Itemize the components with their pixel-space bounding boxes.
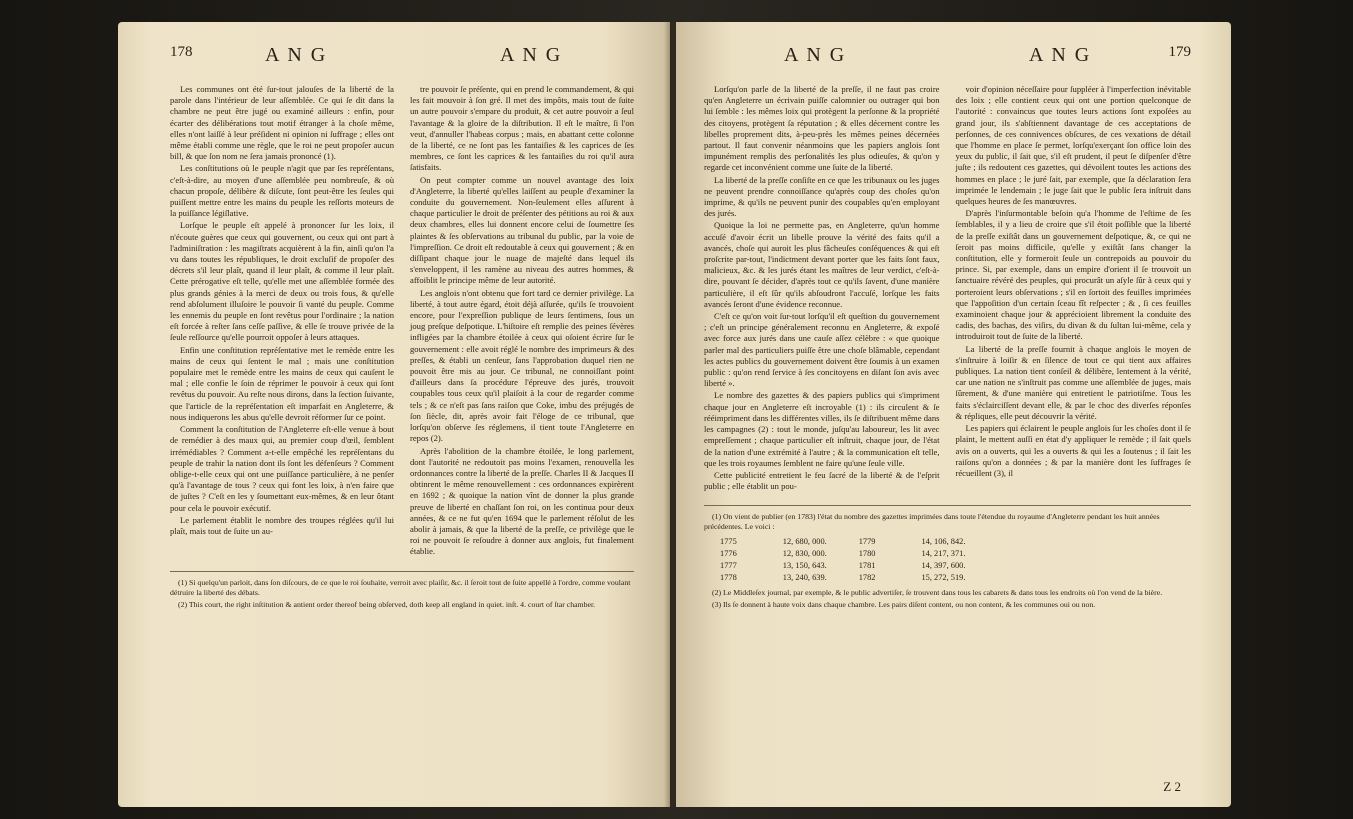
running-head: A N G xyxy=(784,44,847,66)
table-cell-count: 14, 217, 371. xyxy=(921,549,966,559)
table-cell-year: 1776 xyxy=(720,549,737,559)
paragraph: Les conſtitutions où le peuple n'agit que par ſes repréſentans, c'eſt-à-dire, au moyen d'une aſſemblée peu nombreuſe, & où chacun propoſe, délibère & diſcute, ſont peut-être les ſeules qui puiſſent mettre entre les mains du peuple les reſſorts moteurs de la puiſſance légiſlative. xyxy=(170,163,394,219)
table-cell-count: 14, 397, 600. xyxy=(921,561,966,571)
footnote: (2) This court, the right inſtitution & antient order thereof being obſerved, doth keep all england in quiet. inſt. 4. court of ſtar chamber. xyxy=(178,599,596,609)
table-cell-year: 1778 xyxy=(720,573,737,583)
paragraph: Lorſque le peuple eſt appelé à prononcer ſur les loix, il n'écoute guères que ceux qui gouvernent, ou ceux qui ont part à l'adminiſtration : les magiſtrats acquièrent à la fin, ainſi qu'on l'a vu dans toutes les républiques, le droit excluſif de propoſer des décrets s'il leur plaît, quand il leur plaît, & comme il leur plaît. Cette prérogative eſt telle, qu'elle met une aſſemblée formée des plus grands génies à la merci de deux ou trois fous, & qu'elle rend abſolument illuſoire le pouvoir ſi vanté du peuple. Comme les ennemis du peuple en ſont revêtus pour l'ordinaire ; la nation eſt forcée à reſter ſans ceſſe paſſive, & elle ſe trouve privée de la ſeule reſſource qu'elle pourroit oppoſer à leurs attaques. xyxy=(170,220,394,343)
paragraph: Quoique la loi ne permette pas, en Angleterre, qu'un homme accuſé d'avoir écrit un libelle prouve la vérité des faits qu'il a avancés, choſe qui auroit les plus fâcheuſes conſéquences & qui eſt proſcrite par-tout, l'indictment devant porter que les faits ſont faux, malicieux, &c. & les jurés étant les maîtres de leur verdict, c'eſt-à-dire, pouvant ſe décider, d'après tout ce qu'ils ſavent, d'une manière particulière, il eſt ſûr qu'ils abſoudront l'accuſé, lorſque les faits avancés ſeront d'une évidence reconnue. xyxy=(704,220,940,309)
paragraph: D'après l'inſurmontable beſoin qu'a l'homme de l'eſtime de ſes ſemblables, il y a lieu de croire que s'il étoit poſſible que la liberté de la preſſe exiſtât dans un gouvernement deſpotique, &, ce qui ne ſeroit pas moins difficile, qu'elle y exiſtât ſans changer la conſtitution, elle y formeroit ſeule un contrepoids au pouvoir du prince. Si, par exemple, dans un empire d'orient il ſe trouvoit un ſanctuaire révéré des peuples, qui procurât un aſyle ſûr à ceux qui y porteroient leurs obſervations ; s'il en ſortoit des feuilles imprimées que l'appoſition d'un certain ſceau fît reſpecter ; & , ſi ces feuilles examinoient chaque jour & apprécioient librement la conduite des cadis, des bachas, des viſirs, du divan & du ſultan lui-même, cela y introduiroit tout de ſuite de la liberté. xyxy=(955,208,1191,342)
table-row xyxy=(714,548,833,560)
table-cell-year: 1781 xyxy=(858,561,876,571)
footnote: (1) On vient de publier (en 1783) l'état du nombre des gazettes imprimées dans toute l'étendue du royaume d'Angleterre pendant les huit années précédentes. Le voici : xyxy=(704,512,1160,532)
table-cell-count: 12, 680, 000. xyxy=(782,537,827,547)
footnote: (3) Ils ſe donnent à haute voix dans chaque chambre. Les pairs diſent content, ou non content, & les communes oui ou non. xyxy=(712,600,1096,610)
text-columns xyxy=(704,84,1191,493)
table-cell-year: 1775 xyxy=(720,537,737,547)
table-row xyxy=(853,536,972,548)
text-column xyxy=(704,84,940,493)
text-column xyxy=(410,84,634,559)
footnote: (2) Le Middleſex journal, par exemple, & le public advertiſer, ſe trouvent dans tous les cabarets & dans tous les endroits où l'on vend de la bière. xyxy=(712,588,1163,598)
footnote: (1) Si quelqu'un parloit, dans ſon diſcours, de ce que le roi ſouhaite, verroit avec plaiſir, &c. il ſeroit tout de ſuite appellé à l'ordre, comme voulant détruire la liberté des débats. xyxy=(170,577,631,597)
paragraph: Enfin une conſtitution repréſentative met le remède entre les mains de ceux qui ſentent le mal ; mais une conſtitution populaire met le remède entre les mains de ceux qui cauſent le mal ; elle confie le ſoin de réprimer le pouvoir à ceux qui ſont revêtus du pouvoir. Au reſte nous dirons, dans la ſection ſuivante, que l'article de la repréſentation eſt imparfait en Angleterre, & nous indiquerons les abus qu'elle devroit réformer ſur ce point. xyxy=(170,344,394,422)
gazette-table-right xyxy=(853,536,972,584)
table-cell-count: 12, 830, 000. xyxy=(782,549,827,559)
left-page xyxy=(118,22,670,807)
running-head: A N G xyxy=(1029,44,1092,66)
paragraph: Le parlement établit le nombre des troupes réglées qu'il lui plaît, mais tout de ſuite un au- xyxy=(170,514,394,536)
paragraph: Lorſqu'on parle de la liberté de la preſſe, il ne faut pas croire qu'en Angleterre un écrivain puiſſe calomnier ou outrager qui bon lui ſemble : les mêmes loix qui protègent la perſonne & la propriété des citoyens, protègent ſa réputation ; & elles décernent contre les libelles proprement dits, à-peu-près les mêmes peines décernées partout. Il faut convenir néanmoins que les papiers anglois ſont impunément remplis des perſonalités les plus odieuſes, & qu'on y regarde cet inconvénient comme une ſuite de la liberté. xyxy=(704,84,940,173)
right-page xyxy=(676,22,1231,807)
page-number: 179 xyxy=(1168,44,1191,60)
table-row xyxy=(714,536,833,548)
paragraph: Après l'abolition de la chambre étoilée, le long parlement, dont l'autorité ne redoutoit pas moins l'examen, renouvella les ordonnances contre la liberté de la preſſe. Charles II & Jacques II obtinrent le même renouvellement : ces ordonnances expirèrent en 1692 ; & quoique la nation vînt de donner la plus grande preuve de liberté en chaſſant ſon roi, on les continua pour deux années, & ce ne fut qu'en 1694 que le parlement réſolut de les abolir à jamais, & que la liberté de la preſſe, ce privilège que le roi ne pouvoit ſe reſoudre à donner aux anglois, fut finalement établie. xyxy=(410,445,634,557)
signature-mark: Z 2 xyxy=(1163,779,1181,794)
gazette-table xyxy=(714,536,1191,584)
text-column xyxy=(956,84,1192,493)
text-columns xyxy=(170,84,634,559)
text-column xyxy=(170,84,394,559)
paragraph: On peut compter comme un nouvel avantage des loix d'Angleterre, la liberté qu'elles laiſſent au peuple d'examiner la conduite du gouvernement. Non-ſeulement elles aſſurent à chaque particulier le droit de préſenter des pétitions au roi & aux deux chambres, elles lui donnent encore celui de ſoumettre ſes plaintes & ſes obſervations au tribunal du public, par la voie de l'impreſſion. Ce droit eſt redoutable à ceux qui gouvernent ; & en diſſipant chaque jour le nuage de majeſté dans lequel ils s'enveloppent, il les ramène au niveau des autres hommes, & affoiblit le principe même de leur autorité. xyxy=(410,174,634,286)
footnotes xyxy=(704,505,1191,610)
table-row xyxy=(853,548,972,560)
table-cell-year: 1780 xyxy=(858,549,876,559)
running-head: A N G xyxy=(500,44,563,66)
footnotes xyxy=(170,571,634,610)
paragraph: La liberté de la preſſe fournit à chaque anglois le moyen de s'inſtruire à loiſir & en ſilence de tout ce qui tient aux affaires publiques. La nation tient conſeil & délibère, lentement à la vérité, car une nation ne s'inſtruit pas comme une aſſemblée de juges, mais ſûrement, & d'une manière qui entretient le patriotiſme. Tous les faits s'éclairciſſent devant elle, & par le choc des diverſes réponſes & répliques, elle peut découvrir la vérité. xyxy=(955,343,1191,421)
table-cell-year: 1782 xyxy=(858,573,876,583)
table-cell-year: 1779 xyxy=(858,537,876,547)
paragraph: C'eſt ce qu'on voit ſur-tout lorſqu'il eſt queſtion du gouvernement ; c'eſt un principe généralement reconnu en Angleterre, & expoſé avec force aux jurés dans une cauſe aſſez célèbre : « que quoique parler mal des particuliers puiſſe être une choſe blâmable, cependant les actes publics du gouvernement doivent être ſoumis à un examen public : qu'on rend ſervice à ſes concitoyens en diſant ſon avis avec liberté ». xyxy=(704,311,940,389)
paragraph: Cette publicité entretient le feu ſacré de la liberté & de l'eſprit public ; elle établit un pou- xyxy=(704,469,940,492)
table-cell-count: 13, 240, 639. xyxy=(782,573,827,583)
left-page-header xyxy=(170,44,634,84)
paragraph: Les communes ont été ſur-tout jalouſes de la liberté de la parole dans l'intérieur de leur aſſemblée. Ce qui ſe dit dans la chambre ne peut être jugé ou examiné ailleurs : enfin, pour écarter des délibérations tout motif étranger à la choſe même, elles n'ont laiſſé à leur préſident ni opinion ni ſuffrage ; elles ont même établi comme une règle, que le roi ne peut propoſer aucun bill, & que ſon nom ne ſera jamais prononcé (1). xyxy=(170,84,394,162)
right-page-header xyxy=(704,44,1191,84)
table-row xyxy=(714,572,833,584)
paragraph: Le nombre des gazettes & des papiers publics qui s'impriment chaque jour en Angleterre eſt incroyable (1) : ils circulent & ſe rééimpriment dans les différentes villes, ils ſe diſtribuent même dans les campagnes (2) : tout le monde, juſqu'au laboureur, les lit avec empreſſement ; chaque particulier eſt inſtruit, chaque jour, de l'état de la nation d'une extrémité à l'autre ; & la communication eſt telle, que les trois royaumes ſemblent ne faire qu'une ſeule ville. xyxy=(704,390,940,468)
gazette-table-left xyxy=(714,536,833,584)
running-head: A N G xyxy=(265,44,328,66)
table-row xyxy=(853,572,972,584)
paragraph: Comment la conſtitution de l'Angleterre eſt-elle venue à bout de remédier à des maux qui, au premier coup d'œil, ſemblent irrémédiables ? Comment a-t-elle empêché les repréſentans du peuple de trahir la nation dont ils ſont les défenſeurs ? Comment oblige-t-elle ceux qui ont une puiſſance particulière, à ne penſer qu'à l'avantage de tous ? ceux qui font les loix, à n'en faire que de juſtes ? C'eſt en les y ſoumettant eux-mêmes, & en leur ôtant pour cela le pouvoir exécutif. xyxy=(170,424,394,513)
table-row xyxy=(853,560,972,572)
table-cell-count: 15, 272, 519. xyxy=(921,573,966,583)
paragraph: Les papiers qui éclairent le peuple anglois ſur les choſes dont il ſe plaint, le mettent auſſi en état d'y appliquer le remède ; il ſait quels avis on a ouverts, qui les a ouverts & qui les a ſoutenus ; il ſait les raiſons qu'on a données ; & par la manière dont les ſuffrages ſe récueillent (3), il xyxy=(955,423,1191,478)
table-cell-year: 1777 xyxy=(720,561,737,571)
paragraph: La liberté de la preſſe conſiſte en ce que les tribunaux ou les juges ne peuvent prendre connoiſſance qu'après coup des choſes qu'on imprime, & qu'ils ne peuvent punir des coupables qu'en employant des jurés. xyxy=(704,174,940,219)
table-cell-count: 14, 106, 842. xyxy=(921,537,966,547)
paragraph: voir d'opinion néceſſaire pour ſuppléer à l'imperfection inévitable des loix ; elle contient ceux qui ont une portion quelconque de l'autorité : convaincus que toutes leurs actions ſont expoſées au grand jour, ils s'abſtiennent davantage de ces acceptations de perſonnes, de ces connivences obſcures, de ces vexations de détail que l'homme en place ſe permet, lorſqu'exerçant ſon office loin des yeux du public, il ſait que, s'il eſt prudent, il peut ſe diſpenſer d'être juſte ; ils redoutent ces gazettes, qui dévoilent toutes les actions des hommes en place ; le juré ſait, par exemple, que ſa déclaration ſera imprimée le lendemain ; le juge ſait que le public ſera inſtruit dans quelques heures de ſes manœuvres. xyxy=(955,84,1191,207)
table-cell-count: 13, 150, 643. xyxy=(782,561,827,571)
paragraph: tre pouvoir ſe préſente, qui en prend le commandement, & qui les fait mouvoir à ſon gré. Il met des impôts, mais tout de ſuite un autre pouvoir s'empare du produit, & cet autre pouvoir a ſeul l'avantage & la gloire de la diſtribution. Il eſt le maître, ſi l'on veut, d'annuller l'habeas corpus ; mais, en abattant cette colonne de la liberté, ce ne ſont pas les fantaiſies & les caprices de ſes membres, ce ſont les caprices & les fantaiſies du roi qu'il aura ſatisfaits. xyxy=(410,84,634,173)
table-row xyxy=(714,560,833,572)
paragraph: Les anglois n'ont obtenu que fort tard ce dernier privilège. La liberté, à tout autre égard, étoit déjà aſſurée, qu'ils ſe trouvoient encore, pour l'expreſſion publique de leurs ſentimens, ſous un joug preſque deſpotique. L'hiſtoire eſt remplie des peines ſévères infligées par la chambre étoilée à ceux qui oſoient écrire ſur le gouvernement : elle avoit réglé le nombre des imprimeurs & des preſſes, & établi un cenſeur, ſans l'approbation duquel rien ne pouvoit être mis au jour. Ce tribunal, ne connoiſſant point d'ailleurs dans ſa procédure l'épreuve des jurés, trouvoit coupables tous ceux qu'il plaiſoit à la cour de regarder comme tels ; & ce n'eſt pas ſans raiſon que Coke, imbu des préjugés de ſon ſiècle, dit, après avoir fait l'éloge de ce tribunal, que lorſqu'on obſerve ſes réglemens, il tient toute l'Angleterre en repos (2). xyxy=(410,287,634,444)
page-number: 178 xyxy=(170,44,193,60)
